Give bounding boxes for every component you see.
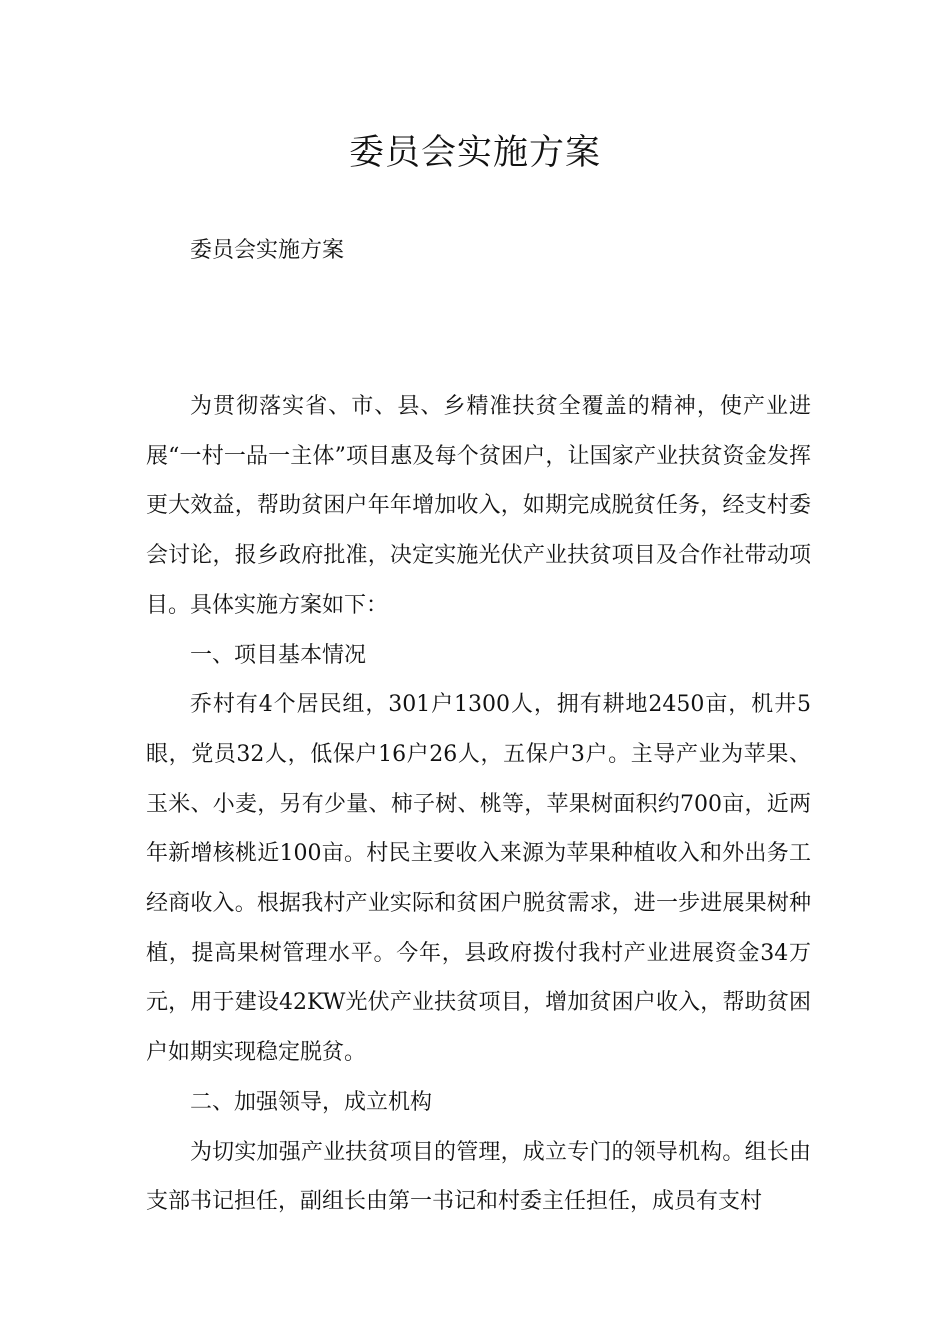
section-heading-1: 一、项目基本情况 bbox=[190, 642, 367, 668]
paragraph-basic-info: 乔村有4个居民组，301户1300人，拥有耕地2450亩，机井5眼，党员32人，低保户16户26人，五保户3户。主导产业为苹果、玉米、小麦，另有少量、柿子树、桃等，苹果树面积约700亩，近两年新增核桃近100亩。村民主要收入来源为苹果种植收入和外出务工经商收入。根据我村产业实际和贫困户脱贫需求，进一步进展果树种植，提高果树管理水平。今年，县政府拨付我村产业进展资金34万元，用于建设42KW光伏产业扶贫项目，增加贫困户收入，帮助贫困户如期实现稳定脱贫。 bbox=[146, 692, 811, 1066]
document-body bbox=[146, 382, 811, 1227]
document-subtitle: 委员会实施方案 bbox=[190, 238, 345, 263]
paragraph-intro: 为贯彻落实省、市、县、乡精准扶贫全覆盖的精神，使产业进展“一村一品一主体”项目惠及每个贫困户，让国家产业扶贫资金发挥更大效益，帮助贫困户年年增加收入，如期完成脱贫任务，经支村委会讨论，报乡政府批准，决定实施光伏产业扶贫项目及合作社带动项目。具体实施方案如下： bbox=[146, 394, 811, 618]
document-title: 委员会实施方案 bbox=[348, 133, 601, 173]
section-heading-2: 二、加强领导，成立机构 bbox=[190, 1089, 433, 1115]
paragraph-leadership: 为切实加强产业扶贫项目的管理，成立专门的领导机构。组长由支部书记担任，副组长由第一书记和村委主任担任，成员有支村 bbox=[146, 1139, 811, 1215]
